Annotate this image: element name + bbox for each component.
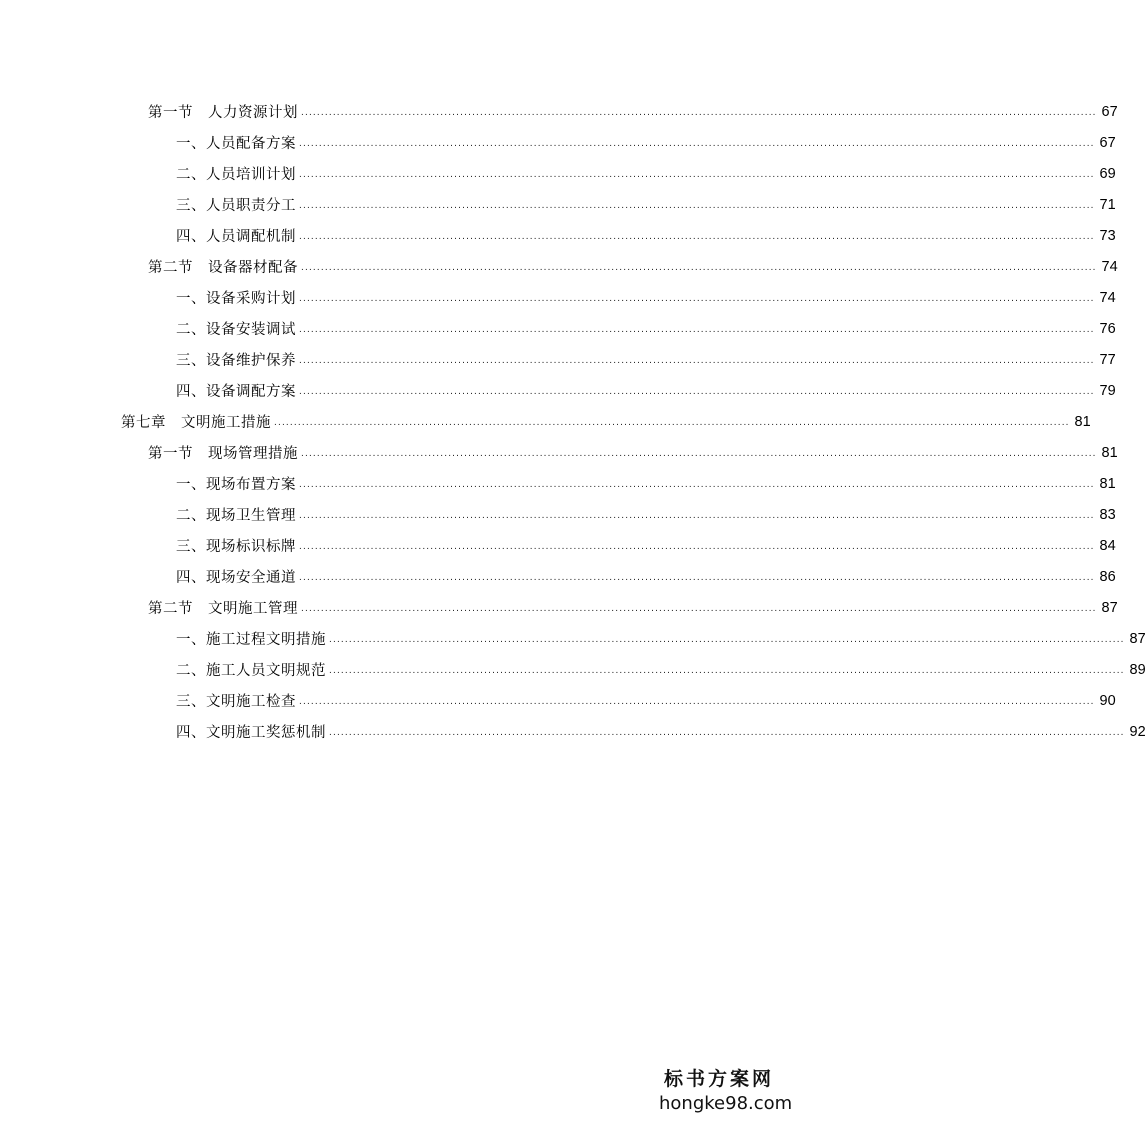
toc-leader-dots: ........................................................................................................................................................................................................ bbox=[299, 231, 1095, 242]
toc-leader-dots: ........................................................................................................................................................................................................ bbox=[299, 386, 1095, 397]
toc-entry[interactable] bbox=[0, 189, 1116, 220]
toc-entry-title: 一、现场布置方案 bbox=[176, 477, 296, 493]
toc-entry-title: 四、人员调配机制 bbox=[176, 229, 296, 245]
toc-leader-dots: ........................................................................................................................................................................................................ bbox=[301, 107, 1097, 118]
toc-leader-dots: ........................................................................................................................................................................................................ bbox=[274, 417, 1070, 428]
toc-entry[interactable] bbox=[0, 685, 1116, 716]
toc-leader-dots: ........................................................................................................................................................................................................ bbox=[299, 572, 1095, 583]
toc-entry-title: 第一节 人力资源计划 bbox=[148, 105, 298, 121]
toc-entry[interactable] bbox=[0, 344, 1116, 375]
toc-entry-page: 73 bbox=[1099, 227, 1116, 244]
toc-entry-page: 67 bbox=[1101, 103, 1118, 120]
toc-entry-title: 四、现场安全通道 bbox=[176, 570, 296, 586]
toc-leader-dots: ........................................................................................................................................................................................................ bbox=[301, 448, 1097, 459]
toc-entry-page: 81 bbox=[1099, 475, 1116, 492]
toc-entry-title: 二、设备安装调试 bbox=[176, 322, 296, 338]
toc-entry-title: 三、现场标识标牌 bbox=[176, 539, 296, 555]
toc-entry-title: 二、现场卫生管理 bbox=[176, 508, 296, 524]
toc-leader-dots: ........................................................................................................................................................................................................ bbox=[329, 727, 1125, 738]
toc-entry-title: 四、设备调配方案 bbox=[176, 384, 296, 400]
toc-entry-title: 四、文明施工奖惩机制 bbox=[176, 725, 326, 741]
toc-entry-page: 81 bbox=[1101, 444, 1118, 461]
toc-leader-dots: ........................................................................................................................................................................................................ bbox=[329, 665, 1125, 676]
toc-entry-title: 一、人员配备方案 bbox=[176, 136, 296, 152]
toc-entry[interactable] bbox=[0, 499, 1116, 530]
toc-leader-dots: ........................................................................................................................................................................................................ bbox=[299, 324, 1095, 335]
toc-entry-page: 92 bbox=[1129, 723, 1146, 740]
toc-entry-title: 第二节 设备器材配备 bbox=[148, 260, 298, 276]
toc-entry[interactable] bbox=[0, 654, 1146, 685]
toc-leader-dots: ........................................................................................................................................................................................................ bbox=[301, 603, 1097, 614]
toc-entry-page: 79 bbox=[1099, 382, 1116, 399]
toc-leader-dots: ........................................................................................................................................................................................................ bbox=[299, 355, 1095, 366]
watermark-url: hongke98.com bbox=[659, 1093, 793, 1114]
toc-leader-dots: ........................................................................................................................................................................................................ bbox=[299, 510, 1095, 521]
toc-entry-title: 二、人员培训计划 bbox=[176, 167, 296, 183]
toc-leader-dots: ........................................................................................................................................................................................................ bbox=[299, 541, 1095, 552]
toc-entry-title: 第二节 文明施工管理 bbox=[148, 601, 298, 617]
toc-entry-title: 一、设备采购计划 bbox=[176, 291, 296, 307]
toc-entry-title: 第七章 文明施工措施 bbox=[121, 415, 271, 431]
toc-entry[interactable] bbox=[0, 282, 1116, 313]
toc-leader-dots: ........................................................................................................................................................................................................ bbox=[299, 200, 1095, 211]
toc-entry-title: 三、文明施工检查 bbox=[176, 694, 296, 710]
toc-entry[interactable] bbox=[0, 623, 1146, 654]
toc-entry[interactable] bbox=[0, 561, 1116, 592]
toc-leader-dots: ........................................................................................................................................................................................................ bbox=[299, 138, 1095, 149]
toc-leader-dots: ........................................................................................................................................................................................................ bbox=[299, 293, 1095, 304]
toc-entry-page: 76 bbox=[1099, 320, 1116, 337]
toc-entry[interactable] bbox=[0, 716, 1146, 747]
toc-leader-dots: ........................................................................................................................................................................................................ bbox=[299, 696, 1095, 707]
toc-entry-title: 第一节 现场管理措施 bbox=[148, 446, 298, 462]
toc-entry[interactable] bbox=[0, 406, 1091, 437]
toc-entry[interactable] bbox=[0, 437, 1118, 468]
toc-entry[interactable] bbox=[0, 592, 1118, 623]
toc-entry-title: 三、设备维护保养 bbox=[176, 353, 296, 369]
toc-entry-page: 77 bbox=[1099, 351, 1116, 368]
toc-entry-page: 86 bbox=[1099, 568, 1116, 585]
toc-leader-dots: ........................................................................................................................................................................................................ bbox=[301, 262, 1097, 273]
toc-entry[interactable] bbox=[0, 468, 1116, 499]
toc-entry-page: 87 bbox=[1129, 630, 1146, 647]
toc-entry-page: 71 bbox=[1099, 196, 1116, 213]
toc-entry-page: 69 bbox=[1099, 165, 1116, 182]
toc-entry-page: 84 bbox=[1099, 537, 1116, 554]
toc-entry-page: 87 bbox=[1101, 599, 1118, 616]
toc-entry[interactable] bbox=[0, 220, 1116, 251]
toc-entry-page: 89 bbox=[1129, 661, 1146, 678]
table-of-contents bbox=[0, 96, 1146, 747]
toc-entry[interactable] bbox=[0, 313, 1116, 344]
toc-entry-page: 74 bbox=[1099, 289, 1116, 306]
toc-leader-dots: ........................................................................................................................................................................................................ bbox=[299, 479, 1095, 490]
toc-entry[interactable] bbox=[0, 127, 1116, 158]
watermark bbox=[659, 1064, 793, 1114]
toc-leader-dots: ........................................................................................................................................................................................................ bbox=[299, 169, 1095, 180]
toc-entry[interactable] bbox=[0, 251, 1118, 282]
toc-entry-title: 三、人员职责分工 bbox=[176, 198, 296, 214]
toc-entry-page: 83 bbox=[1099, 506, 1116, 523]
toc-entry-page: 67 bbox=[1099, 134, 1116, 151]
toc-leader-dots: ........................................................................................................................................................................................................ bbox=[329, 634, 1125, 645]
watermark-name: 标书方案网 bbox=[663, 1068, 774, 1090]
toc-entry-page: 81 bbox=[1074, 413, 1091, 430]
toc-entry-title: 一、施工过程文明措施 bbox=[176, 632, 326, 648]
toc-entry[interactable] bbox=[0, 530, 1116, 561]
toc-entry[interactable] bbox=[0, 375, 1116, 406]
toc-entry-page: 90 bbox=[1099, 692, 1116, 709]
toc-entry-page: 74 bbox=[1101, 258, 1118, 275]
toc-entry[interactable] bbox=[0, 158, 1116, 189]
toc-entry[interactable] bbox=[0, 96, 1118, 127]
toc-entry-title: 二、施工人员文明规范 bbox=[176, 663, 326, 679]
